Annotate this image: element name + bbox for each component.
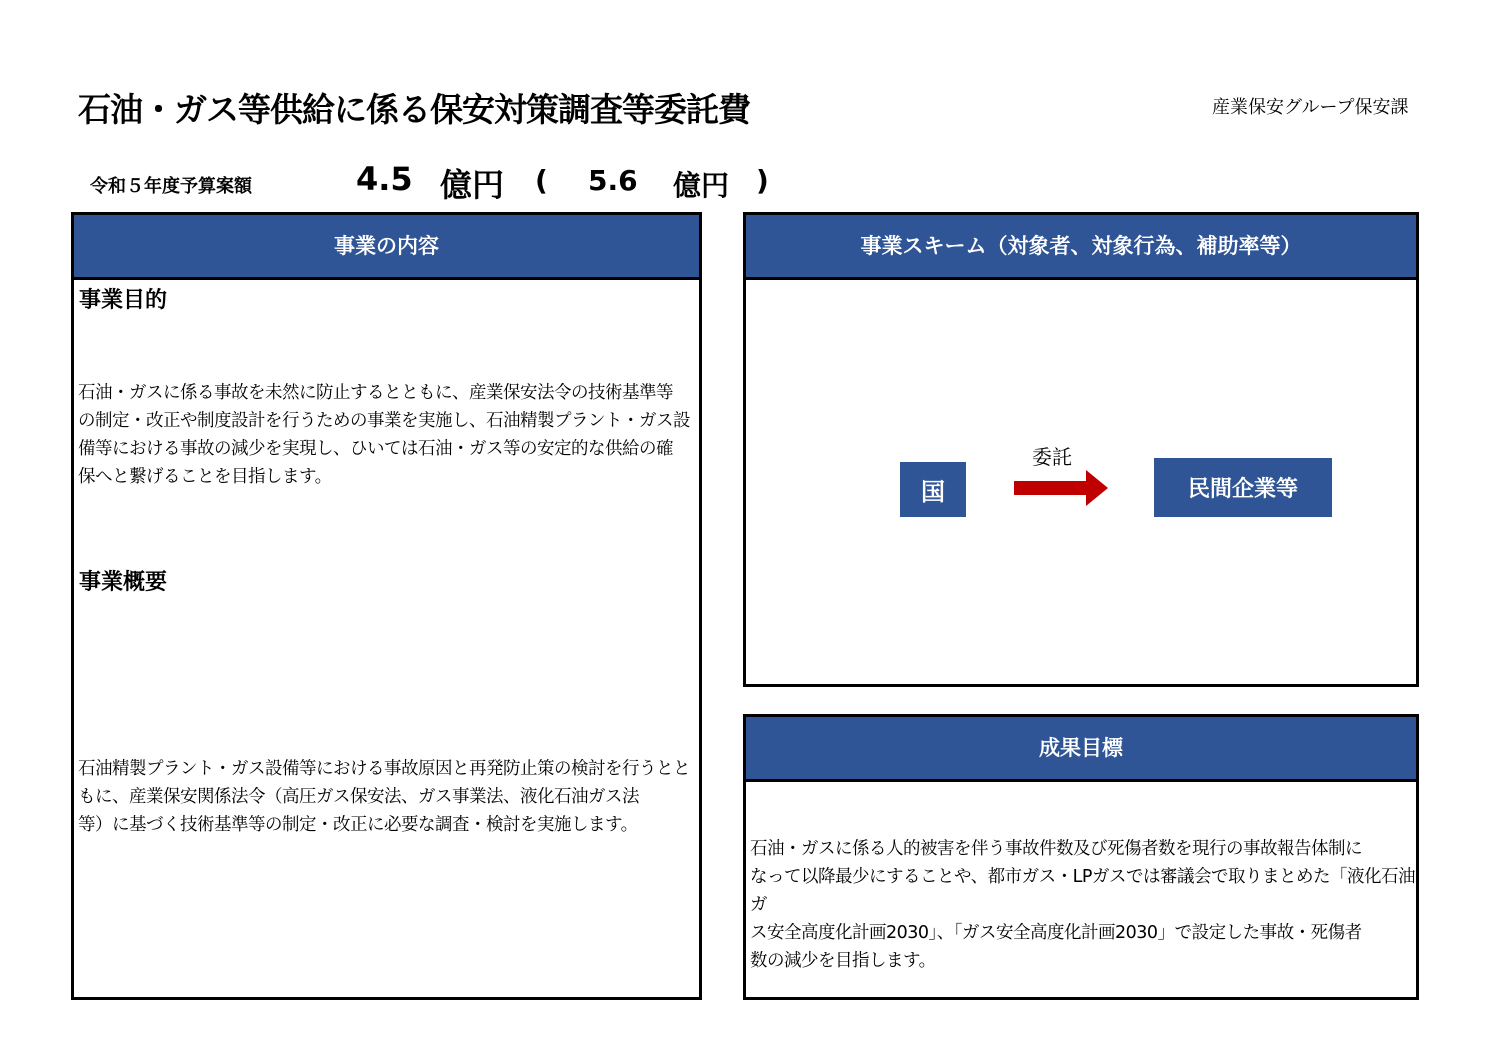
purpose-line: 備等における事故の減少を実現し、ひいては石油・ガス等の安定的な供給の確 [78,439,673,459]
content-panel-heading: 事業の内容 [74,215,699,280]
arrow-right-icon [1014,470,1110,506]
budget-unit: 億円 [440,166,505,204]
purpose-line: 保へと繋げることを目指します。 [78,467,332,487]
purpose-text [78,379,698,491]
results-panel-heading: 成果目標 [746,717,1416,782]
scheme-panel-heading: 事業スキーム（対象者、対象行為、補助率等） [746,215,1416,280]
results-line: 石油・ガスに係る人的被害を伴う事故件数及び死傷者数を現行の事故報告体制に [750,839,1362,859]
budget-amount: 4.5 [356,160,413,198]
page-title: 石油・ガス等供給に係る保安対策調査等委託費 [78,90,750,129]
overview-heading: 事業概要 [79,570,168,595]
content-panel [71,212,702,1000]
purpose-line: の制定・改正や制度設計を行うための事業を実施し、石油精製プラント・ガス設 [78,411,690,431]
budget-prior-amount: 5.6 [588,164,638,197]
government-box: 国 [900,462,966,517]
purpose-heading: 事業目的 [79,288,168,313]
results-panel [743,714,1419,1000]
budget-label: 令和５年度予算案額 [90,176,252,197]
results-line: 数の減少を目指します。 [750,951,936,971]
purpose-line: 石油・ガスに係る事故を未然に防止するとともに、産業保安法令の技術基準等 [78,383,673,403]
results-line: なって以降最少にすることや、都市ガス・LPガスでは審議会で取りまとめた「液化石油ガ [750,867,1415,915]
overview-line: 等）に基づく技術基準等の制定・改正に必要な調査・検討を実施します。 [78,815,638,835]
budget-paren-close: ) [756,164,769,197]
private-companies-box: 民間企業等 [1154,458,1332,517]
results-line: ス安全高度化計画2030」、「ガス安全高度化計画2030」で設定した事故・死傷者 [750,923,1362,943]
budget-paren-open: ( [535,164,548,197]
results-text [750,835,1418,975]
overview-text [78,755,698,839]
overview-line: 石油精製プラント・ガス設備等における事故原因と再発防止策の検討を行うとと [78,759,690,779]
overview-line: もに、産業保安関係法令（高圧ガス保安法、ガス事業法、液化石油ガス法 [78,787,639,807]
department-label: 産業保安グループ保安課 [1212,97,1409,118]
entrust-label: 委託 [1032,445,1072,469]
scheme-panel [743,212,1419,687]
budget-prior-unit: 億円 [673,169,730,202]
